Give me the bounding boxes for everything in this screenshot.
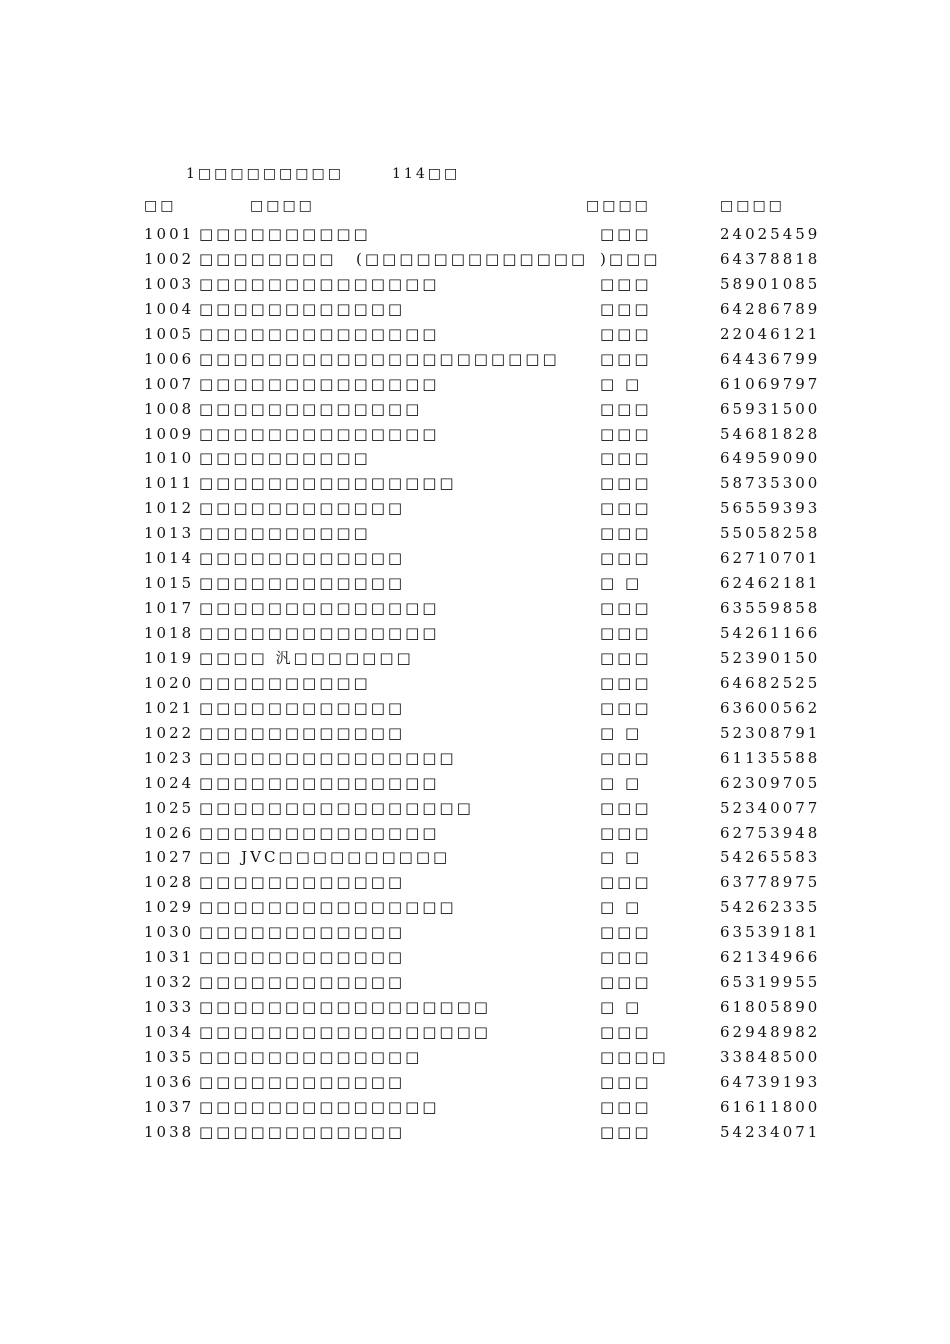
table-row xyxy=(0,771,950,796)
row-name: □□□□□□□□□□ xyxy=(199,449,371,468)
table-row xyxy=(0,746,950,771)
row-district: □□□ xyxy=(600,698,652,717)
row-name: □□□□□□□□□□ xyxy=(199,673,371,692)
row-code: 1023 xyxy=(144,748,195,767)
table-row xyxy=(0,1045,950,1070)
row-name: □□□□□□□□□□□□□□□ xyxy=(199,474,457,493)
row-name: □□□□□□□□□□□□□□□ xyxy=(199,748,457,767)
row-phone: 64436799 xyxy=(720,349,821,368)
row-phone: 65319955 xyxy=(720,973,821,992)
row-phone: 62309705 xyxy=(720,773,821,792)
table-row xyxy=(0,895,950,920)
row-phone: 64378818 xyxy=(720,249,821,268)
row-name: □□□□□□□□□□□□□ xyxy=(199,1047,423,1066)
row-district: □ □ xyxy=(600,848,643,867)
row-district: □ □ xyxy=(600,723,643,742)
row-code: 1006 xyxy=(144,349,195,368)
row-code: 1028 xyxy=(144,873,195,892)
row-name: □□□□□□□□□□□□□□□□□□□□□ xyxy=(199,349,560,368)
row-name: □□□□□□□□□□□□ xyxy=(199,698,406,717)
table-body xyxy=(0,222,950,1145)
row-name: □□□□□□□□□□□□□□ xyxy=(199,274,440,293)
row-phone: 54261166 xyxy=(720,624,821,642)
row-phone: 62710701 xyxy=(720,549,821,568)
row-code: 1030 xyxy=(144,923,195,942)
row-name: □□□□□□□□□□□□□□ xyxy=(199,599,440,618)
table-row xyxy=(0,596,950,621)
row-phone: 64959090 xyxy=(720,449,821,468)
row-code: 1011 xyxy=(144,474,195,493)
document-heading xyxy=(0,166,950,188)
table-row xyxy=(0,995,950,1020)
row-code: 1031 xyxy=(144,948,195,967)
table-row xyxy=(0,446,950,471)
table-row xyxy=(0,970,950,995)
row-district: □□□ xyxy=(600,599,652,618)
row-phone: 54681828 xyxy=(720,424,821,443)
row-phone: 62948982 xyxy=(720,1023,821,1041)
row-code: 1018 xyxy=(144,624,195,642)
table-row xyxy=(0,821,950,846)
row-phone: 54234071 xyxy=(720,1122,821,1141)
row-name: □□□□□□□□□□□□□□□□□ xyxy=(199,1023,491,1041)
table-row xyxy=(0,496,950,521)
table-row xyxy=(0,621,950,646)
row-code: 1007 xyxy=(144,374,195,393)
row-name: □□□□□□□□□□□□□□□ xyxy=(199,898,457,917)
row-phone: 64286789 xyxy=(720,299,821,318)
row-code: 1001 xyxy=(144,225,195,243)
row-code: 1003 xyxy=(144,274,195,293)
row-code: 1027 xyxy=(144,848,195,867)
row-phone: 61611800 xyxy=(720,1097,821,1116)
row-phone: 65931500 xyxy=(720,399,821,418)
row-code: 1033 xyxy=(144,998,195,1017)
row-code: 1036 xyxy=(144,1072,195,1091)
row-code: 1020 xyxy=(144,673,195,692)
row-phone: 61135588 xyxy=(720,748,821,767)
row-name: □□□□□□□□ xyxy=(199,249,337,268)
table-row xyxy=(0,696,950,721)
table-row xyxy=(0,546,950,571)
row-name: □□□□□□□□□□ xyxy=(199,225,371,243)
row-district: □□□ xyxy=(600,873,652,892)
row-code: 1012 xyxy=(144,499,195,518)
row-phone: 52390150 xyxy=(720,648,821,667)
row-name: □□□□□□□□□□□□ xyxy=(199,948,406,967)
row-district: □□□ xyxy=(600,748,652,767)
row-district: □□□ xyxy=(600,424,652,443)
row-district: □□□ xyxy=(600,524,652,543)
row-phone: 54262335 xyxy=(720,898,821,917)
row-phone: 63778975 xyxy=(720,873,821,892)
row-code: 1015 xyxy=(144,574,195,593)
row-name: □□□□□□□□□□□□ xyxy=(199,1072,406,1091)
row-name: □□□□□□□□□□□□ xyxy=(199,1122,406,1141)
row-phone: 22046121 xyxy=(720,324,821,343)
row-district: □ □ xyxy=(600,374,643,393)
row-district: □ □ xyxy=(600,998,643,1017)
row-district: □□□ xyxy=(600,648,652,667)
row-phone: 55058258 xyxy=(720,524,821,543)
row-district: □□□ xyxy=(600,624,652,642)
row-district: □□□ xyxy=(600,474,652,493)
row-name: □□□□□□□□□□□□□ xyxy=(199,399,423,418)
table-row xyxy=(0,1070,950,1095)
header-code: □□ xyxy=(144,198,177,214)
table-row xyxy=(0,796,950,821)
row-code: 1002 xyxy=(144,249,195,268)
row-phone: 24025459 xyxy=(720,225,821,243)
row-phone: 63539181 xyxy=(720,923,821,942)
row-name: □□□□□□□□□□□□ xyxy=(199,574,406,593)
row-code: 1004 xyxy=(144,299,195,318)
row-district: □□□ xyxy=(600,798,652,817)
row-name: □□□□□□□□□□□□ xyxy=(199,923,406,942)
row-district: □□□ xyxy=(600,673,652,692)
row-note: (□□□□□□□□□□□□□ xyxy=(356,249,589,268)
row-name: □□□□□□□□□□□□□□ xyxy=(199,424,440,443)
row-phone: 56559393 xyxy=(720,499,821,518)
row-phone: 58735300 xyxy=(720,474,821,493)
row-name: □□□□ 汎□□□□□□□ xyxy=(199,648,414,667)
row-code: 1035 xyxy=(144,1047,195,1066)
row-phone: 62462181 xyxy=(720,574,821,593)
row-district: □□□ xyxy=(600,973,652,992)
row-phone: 61805890 xyxy=(720,998,821,1017)
row-phone: 64739193 xyxy=(720,1072,821,1091)
row-code: 1021 xyxy=(144,698,195,717)
row-code: 1026 xyxy=(144,823,195,842)
row-name: □□□□□□□□□□□□□□ xyxy=(199,823,440,842)
row-phone: 62753948 xyxy=(720,823,821,842)
table-row xyxy=(0,372,950,397)
row-phone: 64682525 xyxy=(720,673,821,692)
row-district: □□□ xyxy=(600,299,652,318)
row-code: 1014 xyxy=(144,549,195,568)
row-name: □□□□□□□□□□□□ xyxy=(199,499,406,518)
row-district: □□□ xyxy=(600,324,652,343)
row-name: □□□□□□□□□□□□□□ xyxy=(199,773,440,792)
row-name: □□□□□□□□□□□□□□ xyxy=(199,324,440,343)
table-row xyxy=(0,521,950,546)
row-district: )□□□ xyxy=(600,249,661,268)
table-row xyxy=(0,222,950,247)
row-name: □□□□□□□□□□□□□□□□ xyxy=(199,798,474,817)
row-name: □□□□□□□□□□□□ xyxy=(199,973,406,992)
table-row xyxy=(0,272,950,297)
row-district: □□□ xyxy=(600,399,652,418)
row-district: □□□□ xyxy=(600,1047,669,1066)
row-district: □□□ xyxy=(600,948,652,967)
row-phone: 58901085 xyxy=(720,274,821,293)
table-row xyxy=(0,646,950,671)
table-row xyxy=(0,945,950,970)
row-name: □□□□□□□□□□□□□□ xyxy=(199,374,440,393)
row-district: □□□ xyxy=(600,923,652,942)
row-code: 1022 xyxy=(144,723,195,742)
header-phone: □□□□ xyxy=(720,198,785,214)
table-row xyxy=(0,1120,950,1145)
row-district: □□□ xyxy=(600,823,652,842)
row-code: 1005 xyxy=(144,324,195,343)
row-code: 1029 xyxy=(144,898,195,917)
table-row xyxy=(0,297,950,322)
row-phone: 63600562 xyxy=(720,698,821,717)
row-code: 1010 xyxy=(144,449,195,468)
row-phone: 54265583 xyxy=(720,848,821,867)
row-name: □□ JVC□□□□□□□□□□ xyxy=(199,848,451,867)
row-code: 1013 xyxy=(144,524,195,543)
row-name: □□□□□□□□□□□□ xyxy=(199,549,406,568)
table-row xyxy=(0,397,950,422)
table-row xyxy=(0,322,950,347)
row-district: □□□ xyxy=(600,274,652,293)
table-header xyxy=(0,198,950,220)
table-row xyxy=(0,422,950,447)
row-code: 1032 xyxy=(144,973,195,992)
table-row xyxy=(0,1020,950,1045)
table-row xyxy=(0,721,950,746)
row-code: 1019 xyxy=(144,648,195,667)
row-name: □□□□□□□□□□ xyxy=(199,524,371,543)
row-district: □□□ xyxy=(600,1023,652,1041)
row-district: □□□ xyxy=(600,1097,652,1116)
row-district: □ □ xyxy=(600,898,643,917)
table-row xyxy=(0,247,950,272)
row-phone: 52340077 xyxy=(720,798,821,817)
row-district: □ □ xyxy=(600,773,643,792)
header-name: □□□□ xyxy=(250,198,315,214)
table-row xyxy=(0,671,950,696)
table-row xyxy=(0,845,950,870)
row-code: 1037 xyxy=(144,1097,195,1116)
row-phone: 52308791 xyxy=(720,723,821,742)
row-phone: 61069797 xyxy=(720,374,821,393)
row-district: □□□ xyxy=(600,1072,652,1091)
row-phone: 62134966 xyxy=(720,948,821,967)
row-district: □□□ xyxy=(600,1122,652,1141)
heading-title: 1□□□□□□□□□ xyxy=(186,166,344,182)
table-row xyxy=(0,920,950,945)
row-code: 1038 xyxy=(144,1122,195,1141)
row-name: □□□□□□□□□□□□□□ xyxy=(199,624,440,642)
row-phone: 63559858 xyxy=(720,599,821,618)
row-name: □□□□□□□□□□□□ xyxy=(199,873,406,892)
row-code: 1034 xyxy=(144,1023,195,1041)
row-code: 1025 xyxy=(144,798,195,817)
table-row xyxy=(0,870,950,895)
row-district: □□□ xyxy=(600,449,652,468)
table-row xyxy=(0,571,950,596)
table-row xyxy=(0,1095,950,1120)
row-name: □□□□□□□□□□□□□□ xyxy=(199,1097,440,1116)
table-row xyxy=(0,471,950,496)
row-district: □ □ xyxy=(600,574,643,593)
row-name: □□□□□□□□□□□□ xyxy=(199,299,406,318)
table-row xyxy=(0,347,950,372)
row-name: □□□□□□□□□□□□□□□□□ xyxy=(199,998,491,1017)
row-phone: 33848500 xyxy=(720,1047,821,1066)
header-district: □□□□ xyxy=(586,198,651,214)
row-district: □□□ xyxy=(600,349,652,368)
row-district: □□□ xyxy=(600,225,652,243)
heading-number: 114□□ xyxy=(392,166,461,182)
row-district: □□□ xyxy=(600,549,652,568)
row-code: 1024 xyxy=(144,773,195,792)
row-name: □□□□□□□□□□□□ xyxy=(199,723,406,742)
row-code: 1009 xyxy=(144,424,195,443)
row-code: 1017 xyxy=(144,599,195,618)
row-code: 1008 xyxy=(144,399,195,418)
row-district: □□□ xyxy=(600,499,652,518)
